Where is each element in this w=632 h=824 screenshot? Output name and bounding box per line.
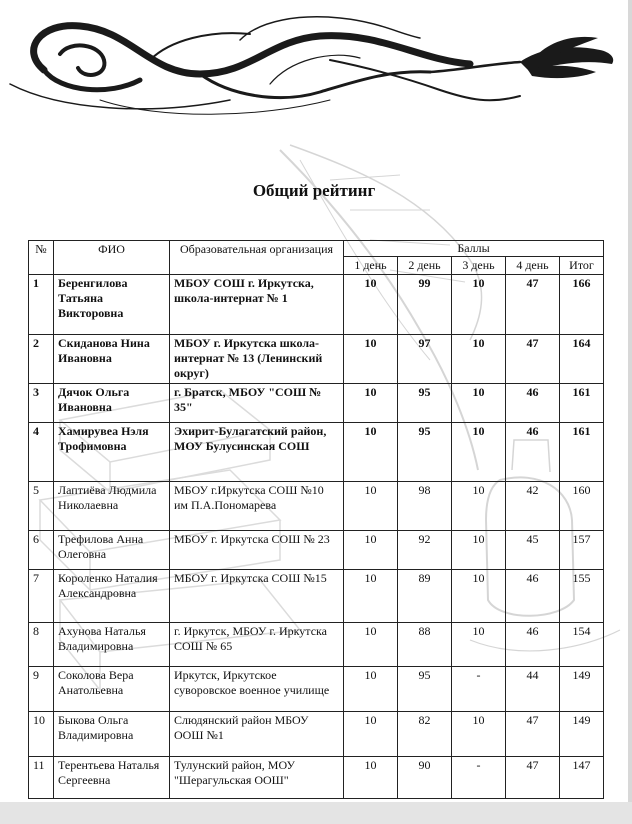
table-row <box>29 335 604 384</box>
score-day-1: 10 <box>344 570 398 623</box>
participant-name: Быкова Ольга Владимировна <box>54 712 170 757</box>
header-day-2: 2 день <box>398 257 452 275</box>
window-bottom-edge <box>0 802 632 824</box>
score-day-2: 82 <box>398 712 452 757</box>
score-day-1: 10 <box>344 423 398 482</box>
table-header-row <box>29 241 604 257</box>
score-total: 161 <box>560 384 604 423</box>
organization-name: МБОУ г.Иркутска СОШ №10 им П.А.Пономарева <box>170 482 344 531</box>
score-day-1: 10 <box>344 757 398 799</box>
score-day-4: 46 <box>506 623 560 667</box>
participant-name: Трефилова Анна Олеговна <box>54 531 170 570</box>
score-day-2: 92 <box>398 531 452 570</box>
organization-name: МБОУ г. Иркутска школа-интернат № 13 (Ленинский округ) <box>170 335 344 384</box>
row-number: 10 <box>29 712 54 757</box>
score-day-4: 44 <box>506 667 560 712</box>
page-title: Общий рейтинг <box>252 181 376 200</box>
score-day-1: 10 <box>344 482 398 531</box>
score-day-1: 10 <box>344 667 398 712</box>
score-day-2: 89 <box>398 570 452 623</box>
organization-name: МБОУ г. Иркутска СОШ № 23 <box>170 531 344 570</box>
header-scores: Баллы <box>344 241 604 257</box>
score-day-4: 46 <box>506 570 560 623</box>
row-number: 8 <box>29 623 54 667</box>
score-day-1: 10 <box>344 335 398 384</box>
score-day-3: - <box>452 757 506 799</box>
organization-name: МБОУ г. Иркутска СОШ №15 <box>170 570 344 623</box>
score-day-3: 10 <box>452 423 506 482</box>
score-day-3: 10 <box>452 482 506 531</box>
table-row <box>29 667 604 712</box>
organization-name: Эхирит-Булагатский район, МОУ Булусинская СОШ <box>170 423 344 482</box>
score-day-1: 10 <box>344 623 398 667</box>
organization-name: г. Братск, МБОУ "СОШ № 35" <box>170 384 344 423</box>
participant-name: Соколова Вера Анатольевна <box>54 667 170 712</box>
row-number: 2 <box>29 335 54 384</box>
score-day-4: 45 <box>506 531 560 570</box>
row-number: 4 <box>29 423 54 482</box>
row-number: 6 <box>29 531 54 570</box>
score-day-3: 10 <box>452 623 506 667</box>
participant-name: Терентьева Наталья Сергеевна <box>54 757 170 799</box>
score-day-4: 46 <box>506 423 560 482</box>
organization-name: Иркутск, Иркутское суворовское военное училище <box>170 667 344 712</box>
row-number: 7 <box>29 570 54 623</box>
score-total: 149 <box>560 667 604 712</box>
table-row <box>29 531 604 570</box>
organization-name: г. Иркутск, МБОУ г. Иркутска СОШ № 65 <box>170 623 344 667</box>
participant-name: Хамирувеа Нэля Трофимовна <box>54 423 170 482</box>
table-row <box>29 482 604 531</box>
organization-name: МБОУ СОШ г. Иркутска, школа-интернат № 1 <box>170 275 344 335</box>
header-day-1: 1 день <box>344 257 398 275</box>
score-total: 161 <box>560 423 604 482</box>
score-day-1: 10 <box>344 384 398 423</box>
score-day-1: 10 <box>344 531 398 570</box>
header-day-3: 3 день <box>452 257 506 275</box>
score-day-3: - <box>452 667 506 712</box>
score-day-4: 47 <box>506 335 560 384</box>
score-day-4: 47 <box>506 757 560 799</box>
organization-name: Тулунский район, МОУ "Шерагульская ООШ" <box>170 757 344 799</box>
row-number: 1 <box>29 275 54 335</box>
rating-table <box>28 240 604 799</box>
organization-name: Слюдянский район МБОУ ООШ №1 <box>170 712 344 757</box>
score-day-2: 95 <box>398 384 452 423</box>
score-total: 155 <box>560 570 604 623</box>
score-day-2: 95 <box>398 667 452 712</box>
participant-name: Скиданова Нина Ивановна <box>54 335 170 384</box>
score-day-4: 47 <box>506 712 560 757</box>
header-num: № <box>29 241 54 275</box>
score-day-2: 95 <box>398 423 452 482</box>
score-day-3: 10 <box>452 275 506 335</box>
score-total: 160 <box>560 482 604 531</box>
table-row <box>29 570 604 623</box>
participant-name: Короленко Наталия Александровна <box>54 570 170 623</box>
score-day-3: 10 <box>452 570 506 623</box>
row-number: 5 <box>29 482 54 531</box>
participant-name: Дячок Ольга Ивановна <box>54 384 170 423</box>
score-day-2: 99 <box>398 275 452 335</box>
score-day-2: 88 <box>398 623 452 667</box>
participant-name: Лаптиёва Людмила Николаевна <box>54 482 170 531</box>
header-organization: Образовательная организация <box>170 241 344 275</box>
score-day-2: 97 <box>398 335 452 384</box>
row-number: 3 <box>29 384 54 423</box>
score-total: 166 <box>560 275 604 335</box>
score-day-4: 42 <box>506 482 560 531</box>
score-day-4: 47 <box>506 275 560 335</box>
row-number: 11 <box>29 757 54 799</box>
table-body <box>29 275 604 799</box>
header-name: ФИО <box>54 241 170 275</box>
score-day-2: 90 <box>398 757 452 799</box>
score-total: 147 <box>560 757 604 799</box>
score-total: 154 <box>560 623 604 667</box>
table-row <box>29 275 604 335</box>
window-edge <box>628 0 632 824</box>
score-day-3: 10 <box>452 531 506 570</box>
participant-name: Ахунова Наталья Владимировна <box>54 623 170 667</box>
score-day-3: 10 <box>452 384 506 423</box>
header-total: Итог <box>560 257 604 275</box>
score-day-3: 10 <box>452 335 506 384</box>
table-row <box>29 712 604 757</box>
score-day-1: 10 <box>344 275 398 335</box>
participant-name: Беренгилова Татьяна Викторовна <box>54 275 170 335</box>
table-row <box>29 423 604 482</box>
score-day-2: 98 <box>398 482 452 531</box>
header-day-4: 4 день <box>506 257 560 275</box>
table-row <box>29 384 604 423</box>
score-total: 157 <box>560 531 604 570</box>
table-row <box>29 757 604 799</box>
table-row <box>29 623 604 667</box>
score-day-1: 10 <box>344 712 398 757</box>
row-number: 9 <box>29 667 54 712</box>
score-total: 149 <box>560 712 604 757</box>
score-total: 164 <box>560 335 604 384</box>
score-day-4: 46 <box>506 384 560 423</box>
score-day-3: 10 <box>452 712 506 757</box>
